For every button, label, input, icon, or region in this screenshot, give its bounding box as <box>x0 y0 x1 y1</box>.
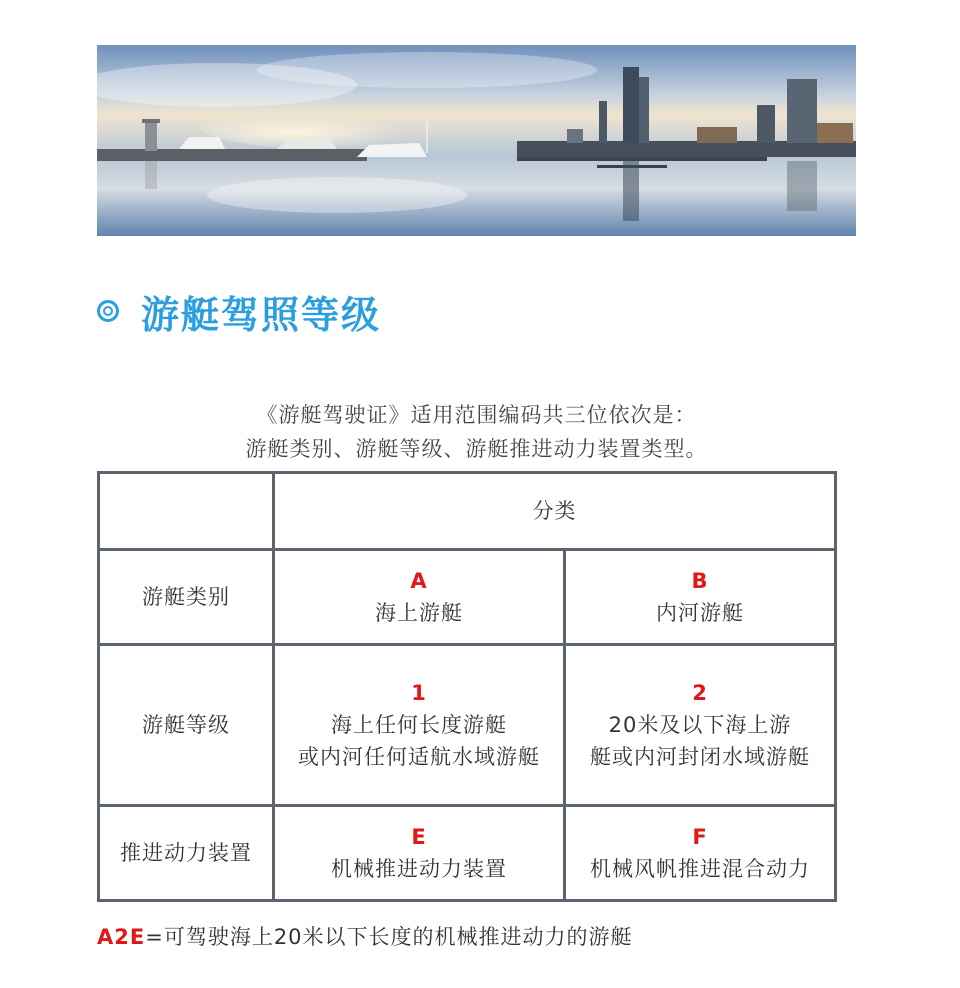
table-corner-cell <box>100 474 275 551</box>
example-note <box>97 921 633 951</box>
option-desc-line-2: 艇或内河封闭水域游艇 <box>590 745 810 769</box>
row-label-cell <box>100 646 275 807</box>
option-desc-line-1: 海上任何长度游艇 <box>331 713 507 737</box>
intro-line-2: 游艇类别、游艇等级、游艇推进动力装置类型。 <box>245 437 708 461</box>
double-circle-icon <box>97 300 119 322</box>
row2-option-a <box>275 646 566 807</box>
row3-option-a <box>275 807 566 899</box>
option-desc-line-1: 20米及以下海上游 <box>608 713 792 737</box>
option-code: B <box>691 569 709 593</box>
option-desc: 机械风帆推进混合动力 <box>590 857 810 881</box>
table-header-label: 分类 <box>532 499 577 523</box>
section-heading <box>97 286 381 336</box>
option-code: F <box>692 825 708 849</box>
row-label-cell <box>100 807 275 899</box>
row1-option-b <box>566 551 834 646</box>
row-label: 游艇等级 <box>142 713 230 737</box>
intro-line-1: 《游艇驾驶证》适用范围编码共三位依次是： <box>256 403 697 427</box>
heading-title: 游艇驾照等级 <box>141 292 382 337</box>
row2-option-b <box>566 646 834 807</box>
option-desc: 机械推进动力装置 <box>331 857 507 881</box>
row3-option-b <box>566 807 834 899</box>
table-header-cell <box>275 474 834 551</box>
example-text: =可驾驶海上20米以下长度的机械推进动力的游艇 <box>145 925 633 949</box>
license-class-table <box>97 471 837 902</box>
option-code: A <box>410 569 428 593</box>
photo-illustration <box>97 45 856 236</box>
option-code: 1 <box>411 681 427 705</box>
option-desc-line-2: 或内河任何适航水域游艇 <box>298 745 540 769</box>
row1-option-a <box>275 551 566 646</box>
example-code: A2E <box>97 925 146 949</box>
marina-skyline-photo <box>97 45 856 236</box>
option-desc: 海上游艇 <box>375 601 463 625</box>
row-label: 推进动力装置 <box>120 841 252 865</box>
option-desc: 内河游艇 <box>656 601 744 625</box>
intro-paragraph <box>97 398 856 466</box>
option-code: 2 <box>692 681 708 705</box>
row-label: 游艇类别 <box>142 585 230 609</box>
option-code: E <box>411 825 427 849</box>
row-label-cell <box>100 551 275 646</box>
